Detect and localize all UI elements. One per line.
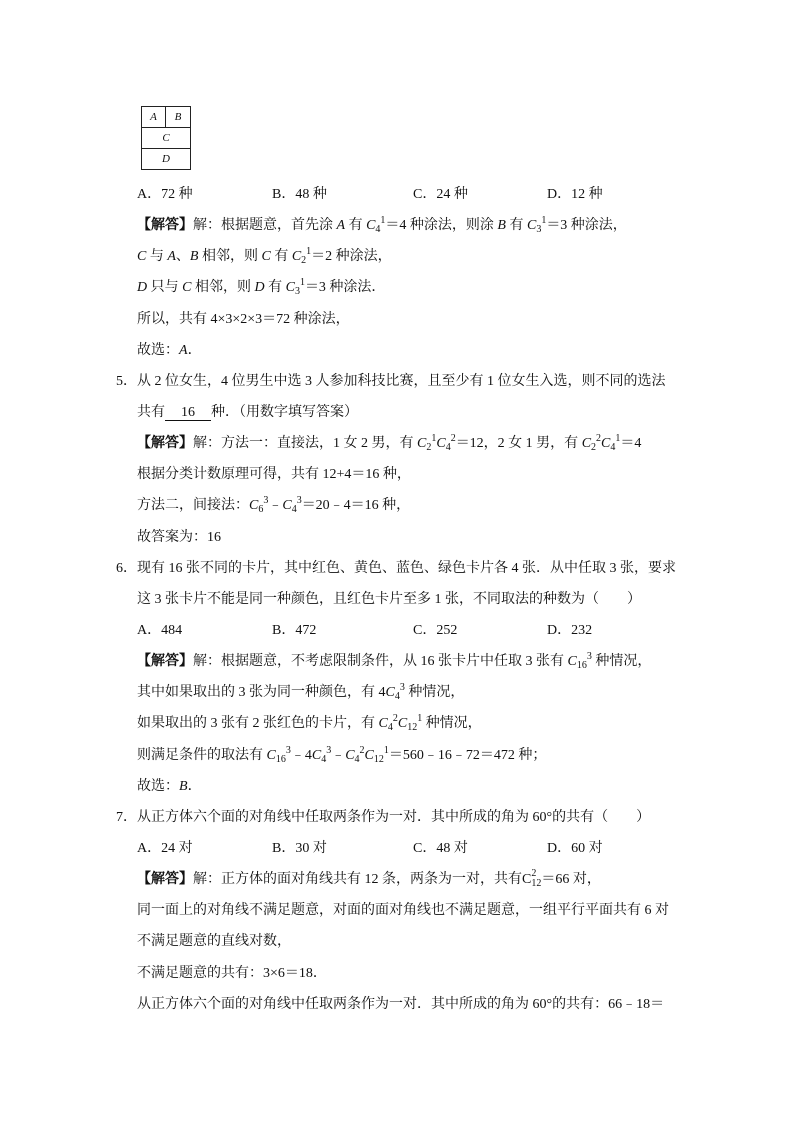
solution-line: [137, 304, 757, 335]
solution-line: [137, 646, 757, 677]
solution-line: [137, 958, 757, 989]
question-number: 7．: [116, 809, 137, 825]
text-run: ．: [187, 342, 202, 358]
subscript: 12: [407, 722, 418, 734]
math-variable: C: [417, 436, 427, 452]
math-variable: C: [311, 747, 322, 763]
text-run: ＝2 种涂法，: [311, 249, 392, 265]
superscript: 1: [431, 433, 437, 445]
text-run: 方法二，间接法：: [137, 498, 249, 514]
text-run: C: [522, 872, 532, 888]
option-b: B．30 对: [272, 840, 327, 856]
subscript: 4: [445, 442, 451, 454]
text-run: ＝3 种涂法．: [304, 280, 386, 296]
text-run: 这 3 张卡片不能是同一种颜色，且红色卡片至多 1 张，不同取法的种数为（ ）: [137, 591, 641, 607]
math-variable: C: [345, 747, 355, 763]
text-run: 解：根据题意，首先涂: [193, 218, 337, 234]
region-c-label: C: [142, 128, 190, 149]
subscript: 4: [387, 722, 393, 734]
solution-line: [137, 989, 757, 1020]
answer-label: 【解答】: [137, 872, 193, 888]
text-run: ＝4: [620, 436, 642, 452]
text-run: ﹣: [268, 498, 283, 514]
superscript: 2: [531, 868, 537, 880]
subscript: 12: [531, 878, 542, 890]
text-run: 种．（用数字填写答案）: [211, 404, 358, 420]
solution-line: [137, 740, 757, 771]
superscript: 1: [615, 433, 621, 445]
subscript: 2: [426, 442, 432, 454]
text-run: 只与: [147, 280, 183, 296]
superscript: 3: [285, 744, 291, 756]
text-run: ＝3 种涂法，: [546, 218, 627, 234]
math-variable: C: [266, 747, 276, 763]
math-variable: C: [182, 280, 192, 296]
math-variable: C: [581, 436, 592, 452]
subscript: 16: [275, 753, 286, 765]
superscript-subscript-pair: [531, 869, 541, 889]
text-run: 相邻，则: [191, 280, 255, 296]
option-b: B．472: [272, 622, 317, 638]
math-variable: A: [167, 249, 176, 265]
math-variable: D: [254, 280, 265, 296]
math-variable: A: [336, 218, 346, 234]
text-run: ．: [187, 778, 202, 794]
text-run: ＝560﹣16﹣72＝472 种；: [388, 747, 547, 763]
text-run: 解：根据题意，不考虑限制条件，从 16 张卡片中任取 3 张有: [193, 654, 568, 670]
text-run: 、: [175, 249, 190, 265]
option-d: D．12 种: [547, 187, 603, 202]
text-run: 从正方体六个面的对角线中任取两条作为一对．其中所成的角为 60°的共有（ ）: [137, 809, 651, 825]
text-run: 如果取出的 3 张有 2 张红色的卡片，有: [137, 716, 379, 732]
text-run: 其中如果取出的 3 张为同一种颜色，有 4: [137, 685, 386, 701]
option-c: C．48 对: [413, 840, 468, 856]
math-variable: C: [291, 249, 302, 265]
option-a: A．72 种: [137, 187, 193, 202]
option-b: B．48 种: [272, 187, 327, 202]
math-variable: C: [285, 280, 295, 296]
text-run: 与: [146, 249, 168, 265]
question-stem-line: [137, 584, 757, 615]
superscript: 3: [326, 744, 332, 756]
problem: [116, 366, 757, 553]
solution-line: [137, 895, 757, 926]
math-variable: C: [378, 716, 388, 732]
subscript: 12: [373, 753, 384, 765]
math-variable: C: [366, 218, 376, 234]
math-variable: C: [397, 716, 408, 732]
text-run: 则满足条件的取法有: [137, 747, 267, 763]
solution-line: [137, 864, 757, 895]
text-run: ＝4 种涂法，则涂: [385, 218, 498, 234]
subscript: 4: [321, 753, 327, 765]
solution-line: [137, 335, 757, 366]
subscript: 6: [258, 504, 264, 516]
text-run: 不满足题意的共有：3×6＝18．: [137, 965, 327, 981]
text-run: 所以，共有 4×3×2×3＝72 种涂法，: [137, 311, 350, 327]
question-stem-line: [137, 397, 757, 428]
math-variable: B: [179, 778, 188, 794]
text-run: 从正方体六个面的对角线中任取两条作为一对．其中所成的角为 60°的共有：66﹣18＝: [137, 996, 665, 1012]
math-variable: C: [364, 747, 374, 763]
solution-line: [137, 708, 757, 739]
text-run: 有: [505, 218, 527, 234]
superscript: 2: [392, 713, 398, 725]
question-stem-line: [116, 802, 757, 833]
solution-line: [137, 771, 757, 802]
text-run: 种情况，: [422, 716, 482, 732]
option-c: C．24 种: [413, 187, 468, 202]
subscript: 16: [576, 660, 587, 672]
text-run: ＝66 对，: [541, 872, 601, 888]
math-variable: C: [137, 249, 147, 265]
text-run: 种情况，: [591, 654, 652, 670]
problem-list: [116, 179, 757, 1020]
text-run: 解：方法一：直接法，1 女 2 男，有: [193, 436, 417, 452]
text-run: ＝20﹣4＝16 种，: [301, 498, 411, 514]
answer-options: [137, 179, 757, 210]
text-run: 现有 16 张不同的卡片，其中红色、黄色、蓝色、绿色卡片各 4 张．从中任取 3 张，要求: [137, 560, 676, 576]
text-run: 同一面上的对角线不满足题意，对面的面对角线也不满足题意，一组平行平面共有 6 对: [137, 903, 669, 919]
option-a: A．484: [137, 622, 183, 638]
math-variable: C: [601, 436, 611, 452]
text-run: ＝12，2 女 1 男，有: [455, 436, 582, 452]
question-number: 6．: [116, 560, 137, 576]
answer-options: [137, 833, 757, 864]
math-variable: C: [436, 436, 446, 452]
text-run: 共有: [137, 404, 165, 420]
math-variable: A: [179, 342, 188, 358]
text-run: 从 2 位女生，4 位男生中选 3 人参加科技比赛，且至少有 1 位女生入选，则不同的选法: [137, 373, 666, 389]
text-run: ﹣: [331, 747, 346, 763]
option-d: D．232: [547, 622, 593, 638]
answer-label: 【解答】: [137, 218, 193, 234]
solution-line: [137, 241, 757, 272]
solution-line: [137, 522, 757, 553]
text-run: ﹣4: [290, 747, 312, 763]
math-variable: C: [385, 685, 395, 701]
math-variable: B: [189, 249, 199, 265]
text-run: 相邻，则: [198, 249, 262, 265]
subscript: 4: [291, 504, 297, 516]
solution-line: [137, 210, 757, 241]
question-stem-line: [116, 553, 757, 584]
superscript: 3: [399, 682, 405, 694]
superscript: 2: [450, 433, 456, 445]
text-run: 有: [345, 218, 367, 234]
math-variable: C: [249, 498, 259, 514]
solution-line: [137, 926, 757, 957]
answer-label: 【解答】: [137, 436, 193, 452]
math-variable: C: [567, 654, 577, 670]
option-d: D．60 对: [547, 840, 603, 856]
coloring-region-figure: [141, 106, 191, 170]
math-variable: B: [497, 218, 506, 234]
solution-line: [137, 677, 757, 708]
superscript: 1: [541, 215, 547, 227]
text-run: 不满足题意的直线对数，: [137, 934, 291, 950]
text-run: 故答案为：16: [137, 529, 221, 545]
superscript: 2: [359, 744, 365, 756]
option-c: C．252: [413, 622, 458, 638]
superscript: 3: [263, 495, 269, 507]
math-variable: C: [526, 218, 537, 234]
math-variable: C: [282, 498, 292, 514]
subscript: 2: [301, 255, 307, 267]
solution-line: [137, 428, 757, 459]
answer-options: [137, 615, 757, 646]
text-run: 有: [270, 249, 292, 265]
superscript: 1: [417, 713, 423, 725]
option-a: A．24 对: [137, 840, 193, 856]
text-run: 有: [264, 280, 286, 296]
superscript: 2: [596, 433, 602, 445]
superscript: 1: [306, 246, 312, 258]
solution-line: [137, 490, 757, 521]
subscript: 4: [610, 442, 616, 454]
text-run: 种情况，: [404, 685, 465, 701]
solution-line: [137, 272, 757, 303]
superscript: 1: [383, 744, 389, 756]
region-a-label: A: [142, 107, 166, 128]
answer-label: 【解答】: [137, 654, 193, 670]
superscript: 1: [299, 277, 305, 289]
math-variable: C: [261, 249, 271, 265]
problem: [116, 553, 757, 802]
text-run: 故选：: [137, 778, 179, 794]
answer-blank: 16: [165, 405, 211, 421]
problem: [116, 802, 757, 1020]
math-variable: D: [137, 280, 148, 296]
subscript: 2: [591, 442, 597, 454]
subscript: 3: [294, 286, 300, 298]
question-number: 5．: [116, 373, 137, 389]
subscript: 3: [536, 224, 542, 236]
solution-line: [137, 459, 757, 490]
question-stem-line: [116, 366, 757, 397]
region-b-label: B: [166, 107, 190, 128]
subscript: 4: [394, 691, 400, 703]
text-run: 故选：: [137, 342, 179, 358]
superscript: 3: [296, 495, 302, 507]
subscript: 4: [354, 753, 360, 765]
text-run: 根据分类计数原理可得，共有 12+4＝16 种，: [137, 467, 411, 483]
text-run: 解：正方体的面对角线共有 12 条，两条为一对，共有: [193, 872, 522, 888]
subscript: 4: [375, 224, 381, 236]
problem: [137, 179, 757, 366]
superscript: 1: [380, 215, 386, 227]
superscript: 3: [586, 651, 592, 663]
region-d-label: D: [162, 153, 170, 165]
